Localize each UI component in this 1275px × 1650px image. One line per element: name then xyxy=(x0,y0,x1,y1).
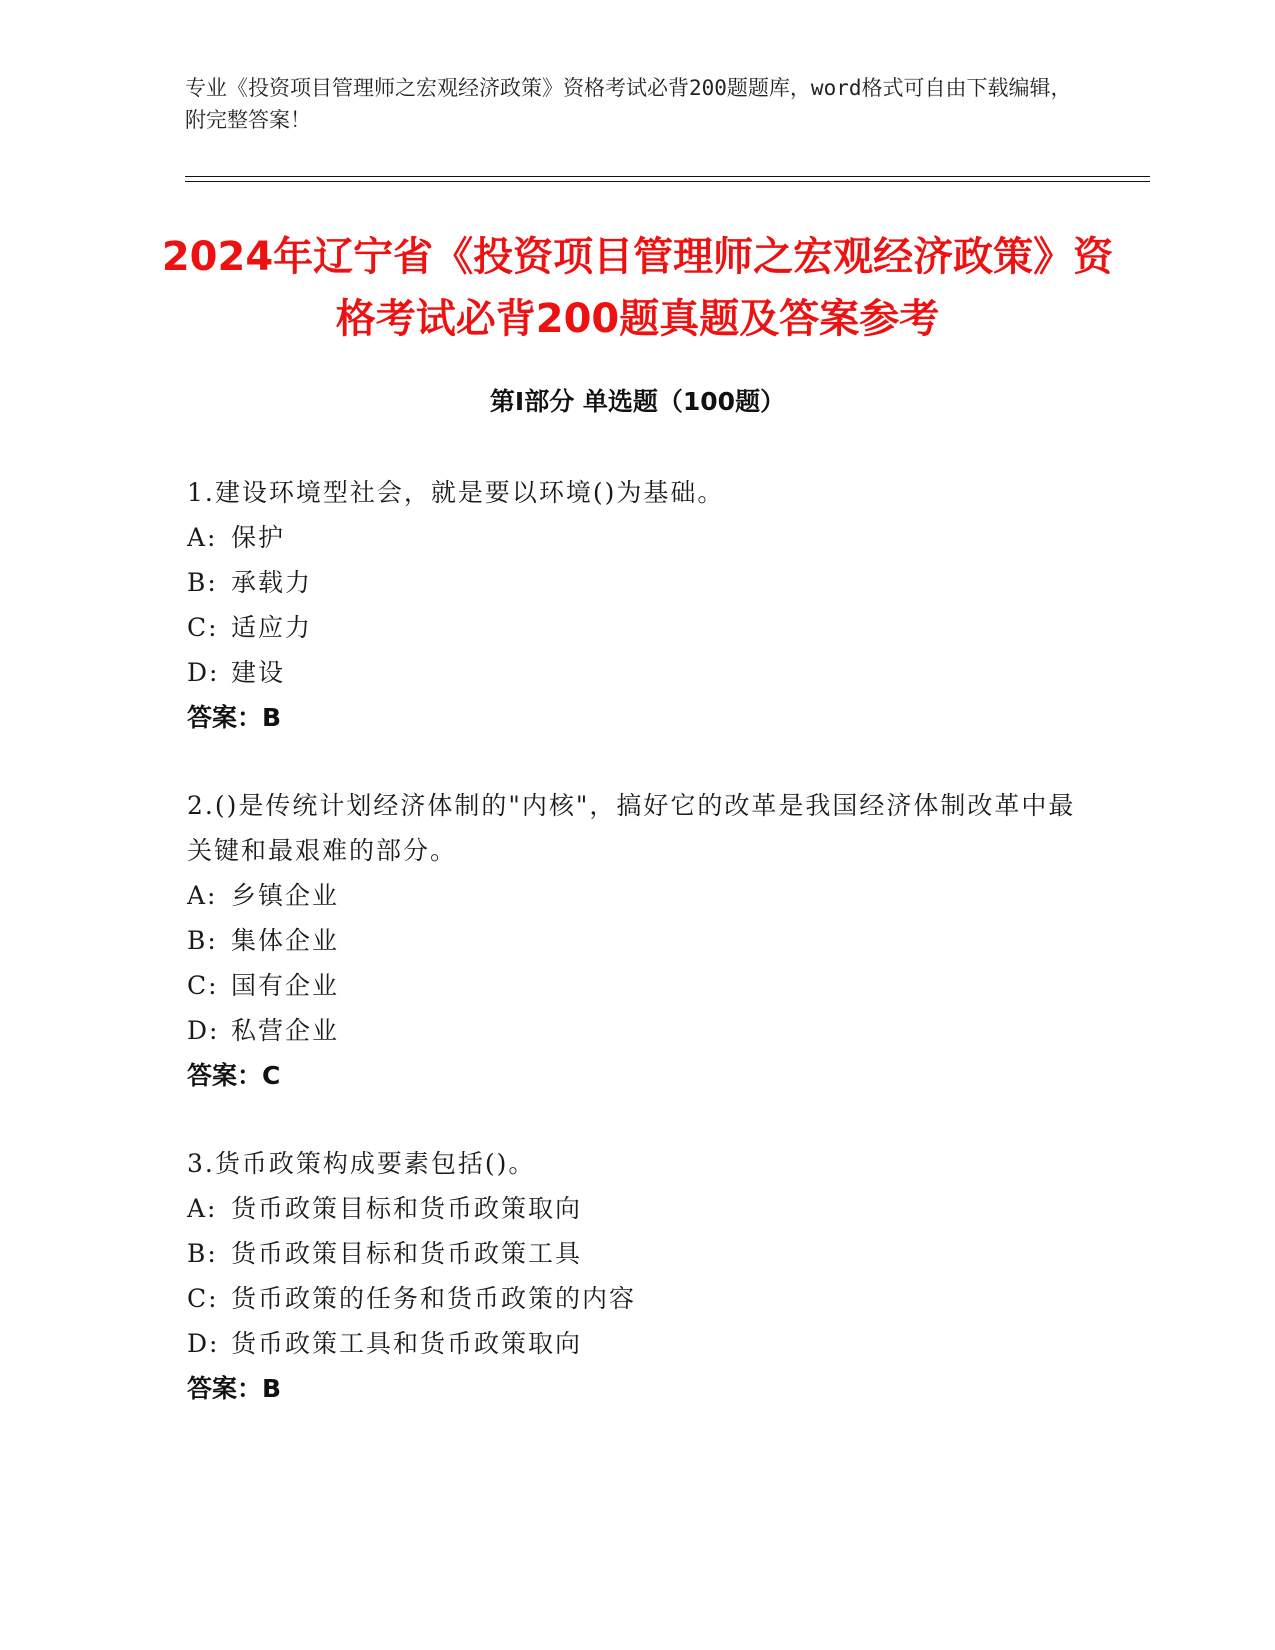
section-title: 第I部分 单选题（100题） xyxy=(489,387,786,416)
option-letter: B: xyxy=(187,568,218,597)
question-stem: 3.货币政策构成要素包括()。 xyxy=(187,1149,536,1178)
option-a xyxy=(187,515,1087,560)
option-letter: D: xyxy=(187,1329,220,1358)
document-title: 2024年辽宁省《投资项目管理师之宏观经济政策》资格考试必背200题真题及答案参考 xyxy=(161,234,1114,342)
option-text: 货币政策目标和货币政策工具 xyxy=(231,1239,583,1268)
option-d xyxy=(187,1008,1087,1053)
option-text: 乡镇企业 xyxy=(231,881,340,910)
option-letter: C: xyxy=(187,971,219,1000)
question-1 xyxy=(187,470,1087,740)
question-list xyxy=(187,470,1087,1454)
option-letter: A: xyxy=(187,1194,218,1223)
question-2 xyxy=(187,783,1087,1098)
option-text: 私营企业 xyxy=(231,1016,340,1045)
option-text: 适应力 xyxy=(231,613,313,642)
option-c xyxy=(187,963,1087,1008)
header-note: 专业《投资项目管理师之宏观经济政策》资格考试必背200题题库，word格式可自由下载编辑，附完整答案！ xyxy=(185,76,1072,132)
option-text: 集体企业 xyxy=(231,926,340,955)
option-text: 货币政策工具和货币政策取向 xyxy=(231,1329,583,1358)
option-letter: B: xyxy=(187,926,218,955)
option-letter: A: xyxy=(187,881,218,910)
option-text: 建设 xyxy=(231,658,286,687)
option-text: 国有企业 xyxy=(231,971,340,1000)
question-stem: 1.建设环境型社会，就是要以环境()为基础。 xyxy=(187,478,725,507)
option-c xyxy=(187,1276,1087,1321)
option-letter: A: xyxy=(187,523,218,552)
option-b xyxy=(187,560,1087,605)
question-3 xyxy=(187,1141,1087,1411)
question-stem: 2.()是传统计划经济体制的"内核"，搞好它的改革是我国经济体制改革中最关键和最艰难的部分。 xyxy=(187,791,1076,865)
option-text: 货币政策目标和货币政策取向 xyxy=(231,1194,583,1223)
option-text: 承载力 xyxy=(231,568,313,597)
option-letter: D: xyxy=(187,1016,220,1045)
answer-line: 答案：B xyxy=(187,1374,282,1403)
option-d xyxy=(187,650,1087,695)
option-letter: D: xyxy=(187,658,220,687)
option-text: 货币政策的任务和货币政策的内容 xyxy=(231,1284,637,1313)
option-letter: C: xyxy=(187,613,219,642)
option-letter: C: xyxy=(187,1284,219,1313)
option-letter: B: xyxy=(187,1239,218,1268)
option-c xyxy=(187,605,1087,650)
header-rule-top xyxy=(185,176,1150,177)
option-b xyxy=(187,918,1087,963)
option-a xyxy=(187,1186,1087,1231)
answer-line: 答案：C xyxy=(187,1061,281,1090)
header-rule-bottom xyxy=(185,181,1150,182)
option-a xyxy=(187,873,1087,918)
answer-line: 答案：B xyxy=(187,703,282,732)
option-b xyxy=(187,1231,1087,1276)
option-text: 保护 xyxy=(231,523,286,552)
option-d xyxy=(187,1321,1087,1366)
